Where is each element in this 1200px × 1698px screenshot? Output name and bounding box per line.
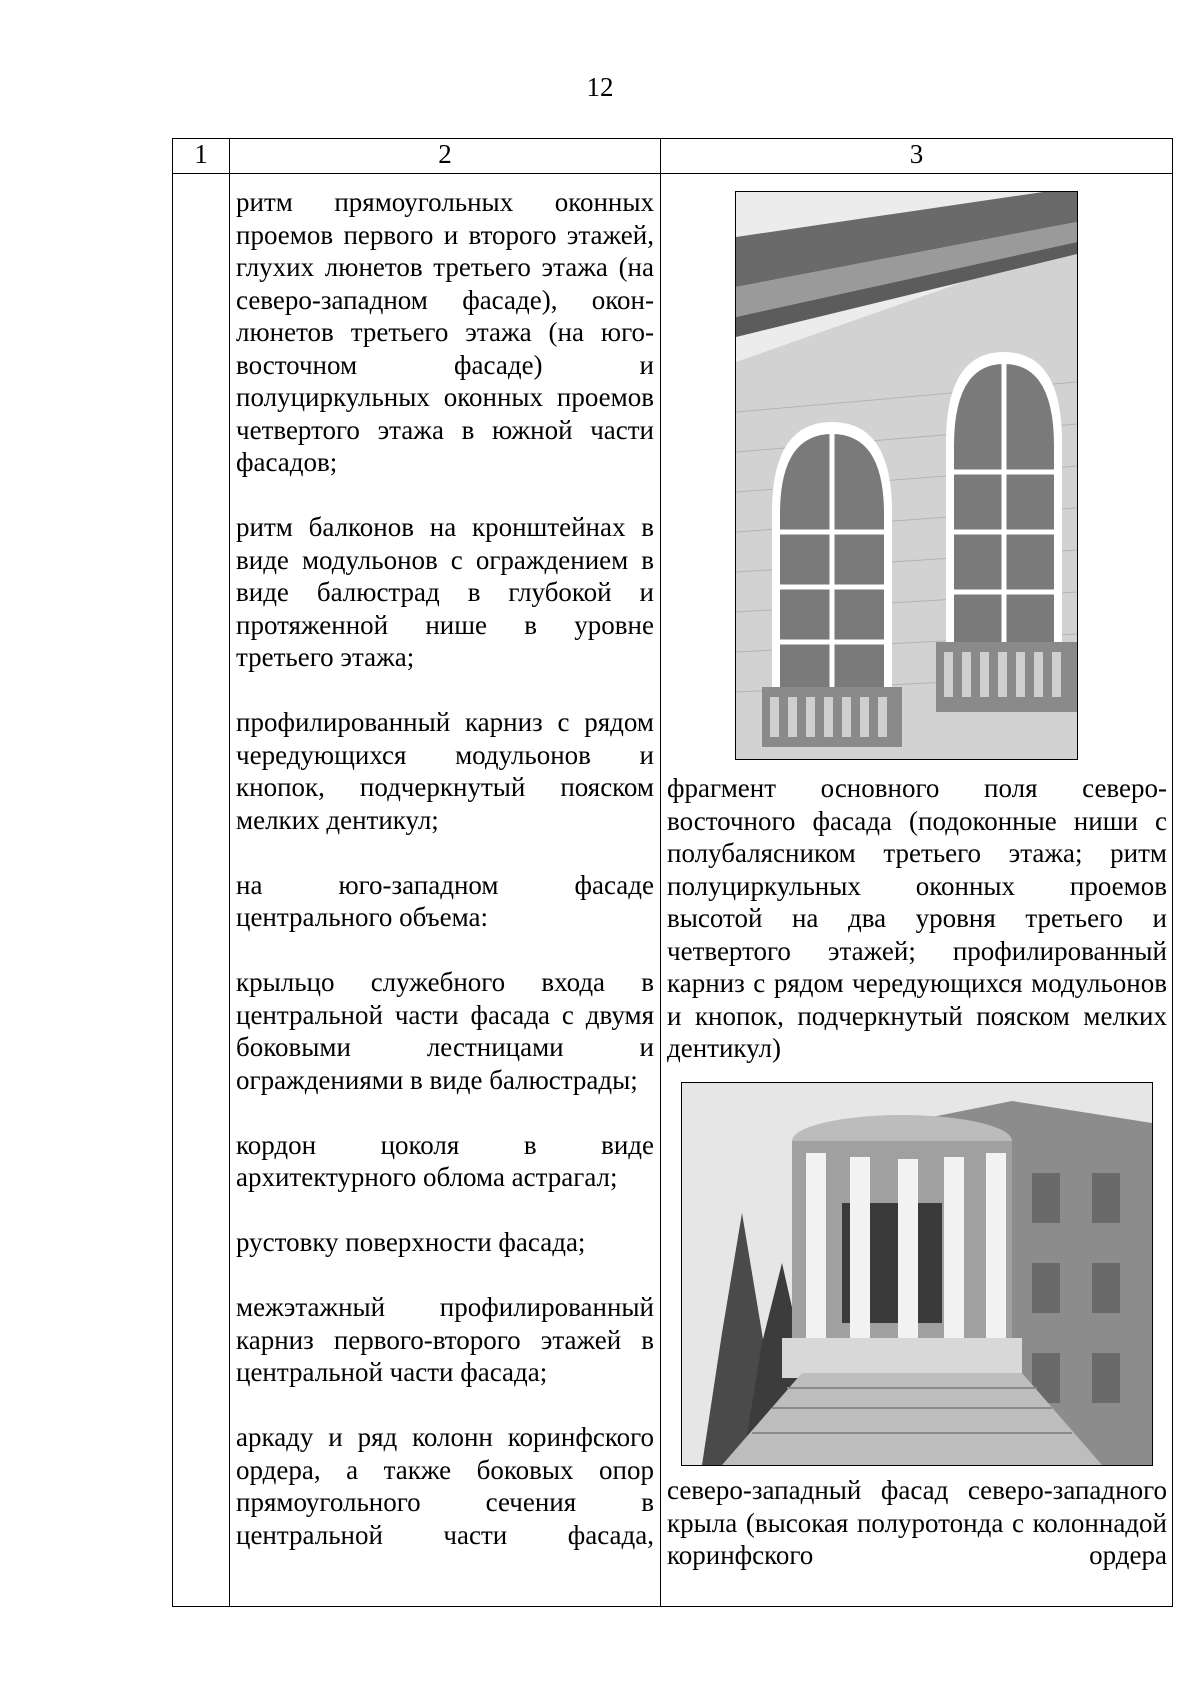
rotunda-facade-image xyxy=(682,1083,1152,1465)
header-col-2: 2 xyxy=(230,139,661,174)
page-number: 12 xyxy=(586,72,614,102)
header-col-3: 3 xyxy=(661,139,1173,174)
paragraph-arcade: аркаду и ряд колонн коринфского ордера, а также боковых опор прямоугольного сечения в центральной части фасада, xyxy=(236,1422,654,1550)
paragraph-interfloor-cornice: межэтажный профилированный карниз первого-второго этажей в центральной части фасада; xyxy=(236,1292,654,1387)
paragraph-cornice: профилированный карниз с рядом чередующихся модульонов и кнопок, подчеркнутый пояском мелких дентикул; xyxy=(236,707,654,835)
paragraph-southwest-facade: на юго-западном фасаде центрального объема: xyxy=(236,869,654,932)
table-body-row xyxy=(173,174,1173,1607)
paragraph-windows-rhythm: ритм прямоугольных оконных проемов первого и второго этажей, глухих люнетов третьего этажа (на северо-западном фасаде), окон-люнетов третьего этажа (на юго-восточном фасаде) и полуциркульных оконных проемов четвертого этажа в южной части фасадов; xyxy=(236,187,654,477)
paragraph-balconies: ритм балконов на кронштейнах в виде модульонов с ограждением в виде балюстрад в глубокой и протяженной нише в уровне третьего этажа; xyxy=(236,512,654,672)
caption-rotunda-facade: северо-западный фасад северо-западного крыла (высокая полуротонда с колоннадой коринфского ордера xyxy=(667,1475,1167,1570)
cell-col-2 xyxy=(230,174,661,1607)
table-header-row xyxy=(173,139,1173,174)
rotunda-facade-photo xyxy=(681,1082,1153,1466)
facade-fragment-image xyxy=(736,192,1077,759)
paragraph-rustication: рустовку поверхности фасада; xyxy=(236,1227,586,1257)
paragraph-porch: крыльцо служебного входа в центральной части фасада с двумя боковыми лестницами и ограждениями в виде балюстрады; xyxy=(236,967,654,1095)
cell-col-3 xyxy=(661,174,1173,1607)
header-col-1: 1 xyxy=(173,139,230,174)
facade-fragment-photo xyxy=(735,191,1078,760)
paragraph-plinth-cordon: кордон цоколя в виде архитектурного облома астрагал; xyxy=(236,1129,654,1192)
cell-col-1 xyxy=(173,174,230,1607)
heritage-table xyxy=(172,138,1173,1607)
caption-facade-fragment: фрагмент основного поля северо-восточного фасада (подоконные ниши с полубалясником третьего этажа; ритм полуциркульных оконных проемов высотой на два уровня третьего и четвертого этажей; профилированный карниз с рядом чередующихся модульонов и кнопок, подчеркнутый пояском мелких дентикул) xyxy=(667,773,1167,1063)
